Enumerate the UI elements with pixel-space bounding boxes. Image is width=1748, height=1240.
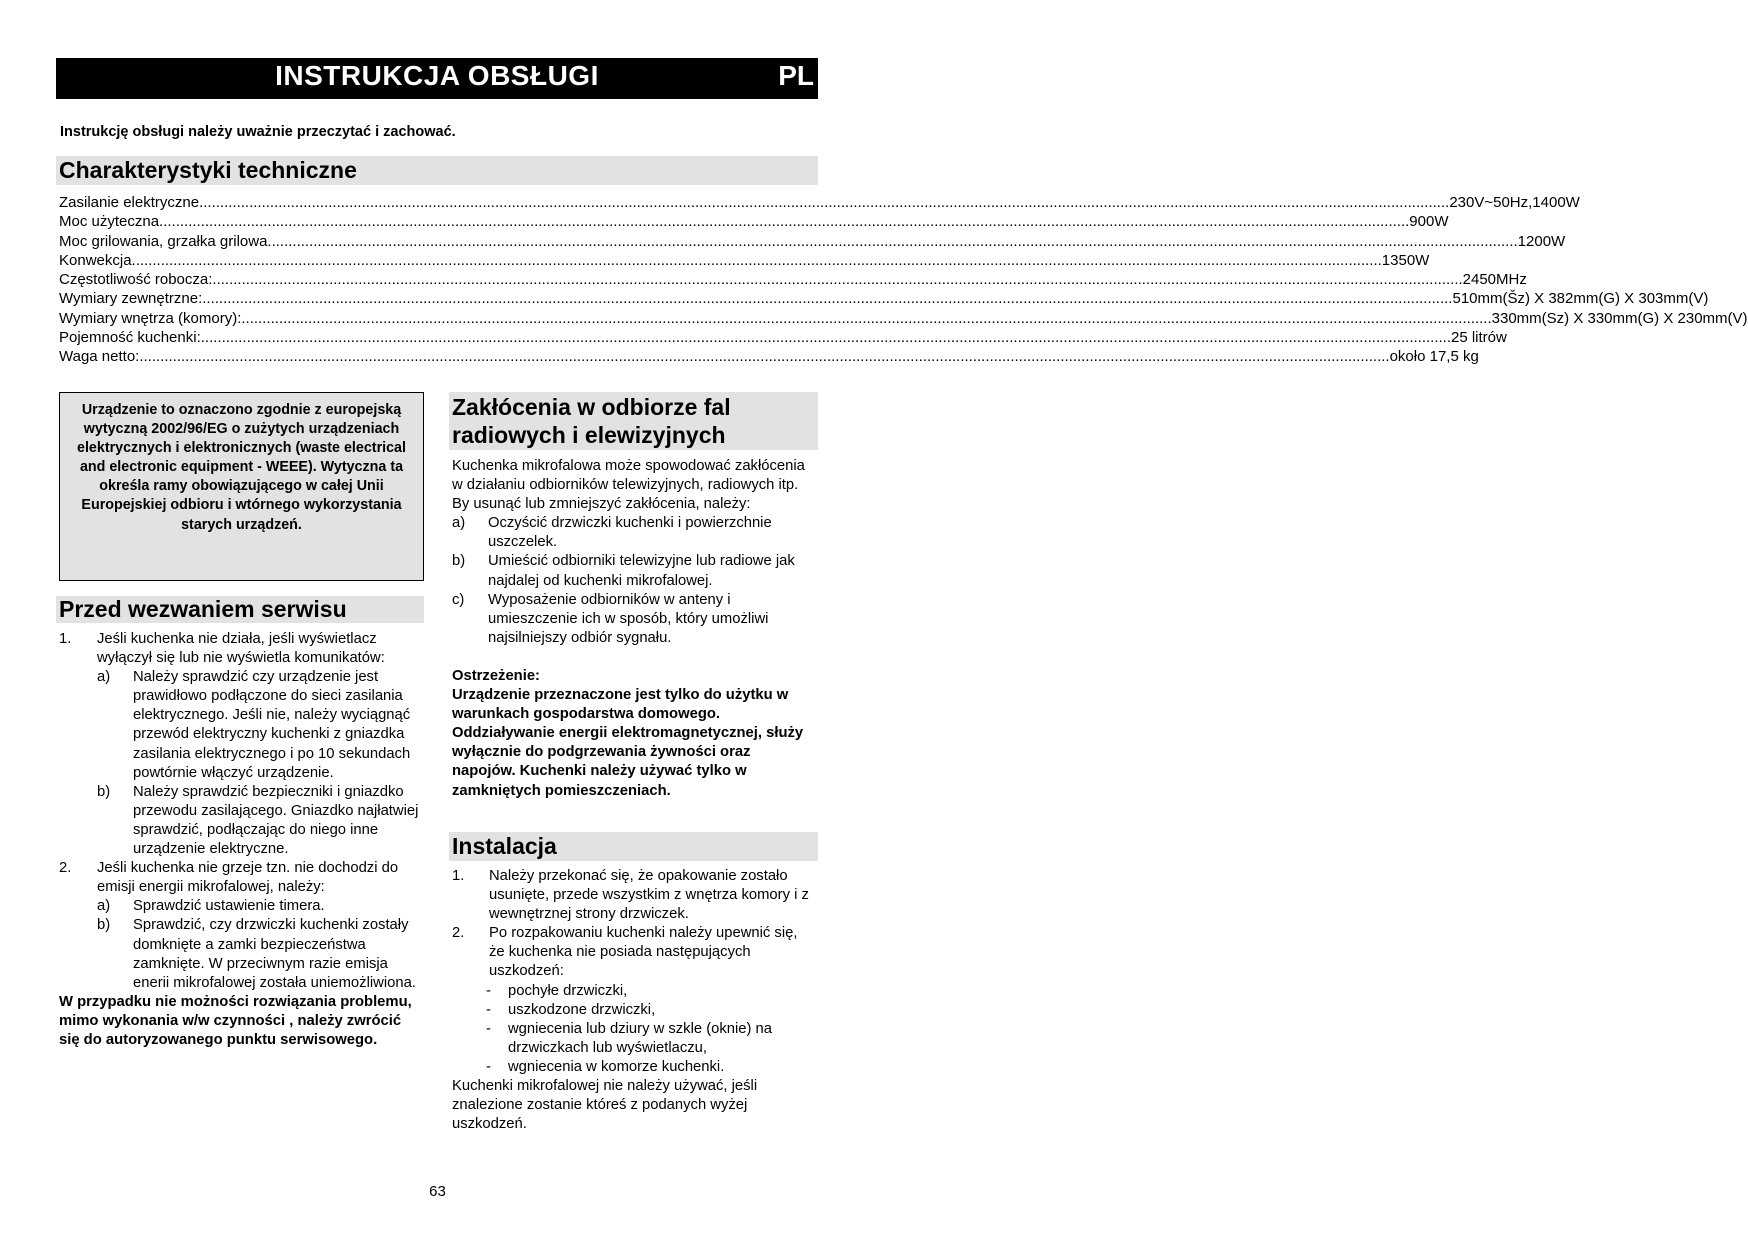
spec-label: Wymiary wnętrza (komory): — [59, 309, 242, 327]
list-item — [452, 552, 814, 590]
spec-row — [59, 212, 1449, 231]
sub-item-mark: b) — [97, 917, 111, 934]
item-mark: c) — [452, 591, 465, 608]
spec-leader: ............................................................................................................................................................................................................................................................................................................ — [199, 194, 1450, 211]
spec-label: Waga netto: — [59, 348, 140, 366]
intro-text: Instrukcję obsługi należy uważnie przeczytać i zachować. — [60, 124, 456, 140]
item-number: 2. — [452, 925, 465, 942]
item-number: 2. — [59, 860, 72, 877]
spec-row — [59, 347, 1479, 366]
damage-item — [486, 1001, 814, 1020]
sub-item-mark: a) — [97, 669, 111, 686]
spec-value: 510mm(Šz) X 382mm(G) X 303mm(V) — [1452, 290, 1709, 308]
damage-item — [486, 1020, 814, 1058]
spec-label: Moc użyteczna — [59, 213, 160, 231]
service-footer: W przypadku nie możności rozwiązania problemu, mimo wykonania w/w czynności , należy zwrócić się do autoryzowanego punktu serwisowego. — [59, 993, 412, 1048]
interference-heading-line2: radiowych i elewizyjnych — [452, 422, 726, 448]
list-item — [452, 867, 814, 924]
interference-section — [452, 457, 814, 801]
item-text: Jeśli kuchenka nie grzeje tzn. nie dochodzi do emisji energii mikrofalowej, należy: — [97, 860, 399, 896]
item-mark: a) — [452, 515, 466, 532]
spec-leader: ............................................................................................................................................................................................................................................................................................................ — [267, 232, 1518, 250]
spec-row — [59, 328, 1507, 347]
spec-value: 25 litrów — [1451, 329, 1507, 347]
sub-item — [97, 783, 424, 859]
item-number: 1. — [59, 631, 72, 647]
damage-mark: - — [486, 1058, 491, 1075]
spec-leader: ............................................................................................................................................................................................................................................................................................................ — [159, 213, 1410, 231]
spec-leader: ............................................................................................................................................................................................................................................................................................................ — [200, 329, 1451, 347]
spec-value: 1350W — [1381, 251, 1430, 269]
spec-leader: ............................................................................................................................................................................................................................................................................................................ — [131, 251, 1382, 269]
damage-text: pochyłe drzwiczki, — [508, 982, 628, 999]
spec-label: Zasilanie elektryczne — [59, 194, 200, 211]
installation-section — [452, 867, 814, 1134]
interference-heading — [449, 392, 818, 450]
language-code: PL — [778, 60, 814, 91]
sub-item-mark: a) — [97, 898, 111, 915]
spec-value: 230V~50Hz,1400W — [1449, 194, 1580, 211]
spec-label: Częstotliwość robocza: — [59, 271, 213, 289]
item-text: Po rozpakowaniu kuchenki należy upewnić się, że kuchenka nie posiada następujących uszkodzeń: — [489, 925, 798, 980]
damage-text: wgniecenia lub dziury w szkle (oknie) na drzwiczkach lub wyświetlaczu, — [508, 1020, 773, 1056]
spec-leader: ............................................................................................................................................................................................................................................................................................................ — [139, 348, 1390, 366]
installation-footer: Kuchenki mikrofalowej nie należy używać, jeśli znalezione zostanie któreś z podanych wyżej uszkodzeń. — [452, 1078, 758, 1133]
sub-item-mark: b) — [97, 783, 111, 800]
damage-mark: - — [486, 1001, 491, 1018]
spec-value: 900W — [1409, 213, 1449, 231]
damage-item — [486, 1058, 814, 1077]
item-text: Należy przekonać się, że opakowanie zostało usunięte, przede wszystkim z wnętrza komory i z wewnętrznej strony drzwiczek. — [489, 868, 809, 923]
spec-value: 330mm(Sz) X 330mm(G) X 230mm(V) — [1491, 309, 1748, 327]
damage-item — [486, 982, 814, 1001]
spec-row — [59, 251, 1430, 270]
list-item — [452, 514, 814, 552]
service-section — [59, 630, 424, 1050]
list-item — [452, 591, 814, 648]
interference-intro: Kuchenka mikrofalowa może spowodować zakłócenia w działaniu odbiorników telewizyjnych, radiowych itp. By usunąć lub zmniejszyć zakłócenia, należy: — [452, 458, 805, 513]
sub-item-text: Należy sprawdzić bezpieczniki i gniazdko przewodu zasilającego. Gniazdko najłatwiej sprawdzić, podłączając do niego inne urządzenie elektryczne. — [133, 783, 419, 858]
spacer — [452, 648, 814, 667]
list-item — [59, 859, 424, 993]
service-heading: Przed wezwaniem serwisu — [56, 596, 424, 623]
installation-heading: Instalacja — [449, 832, 818, 861]
spec-row — [59, 289, 1709, 308]
spec-leader: ............................................................................................................................................................................................................................................................................................................ — [212, 271, 1463, 289]
list-item — [59, 630, 424, 859]
sub-item — [97, 897, 424, 916]
specs-heading: Charakterystyki techniczne — [56, 156, 818, 185]
spec-value: około 17,5 kg — [1389, 348, 1479, 366]
spec-row — [59, 270, 1527, 289]
spec-label: Wymiary zewnętrzne: — [59, 290, 203, 308]
spec-row — [59, 193, 1580, 212]
interference-heading-line1: Zakłócenia w odbiorze fal — [452, 394, 731, 420]
item-number: 1. — [452, 868, 465, 884]
specs-list — [59, 193, 1748, 367]
damage-text: uszkodzone drzwiczki, — [508, 1001, 656, 1018]
sub-item — [97, 916, 424, 992]
spec-label: Konwekcja — [59, 251, 132, 269]
spec-row — [59, 309, 1748, 328]
spec-label: Pojemność kuchenki: — [59, 329, 201, 347]
spec-value: 2450MHz — [1462, 271, 1527, 289]
spec-label: Moc grilowania, grzałka grilowa — [59, 232, 268, 250]
damage-mark: - — [486, 1020, 491, 1037]
sub-item-text: Należy sprawdzić czy urządzenie jest prawidłowo podłączone do sieci zasilania elektrycznego. Jeśli nie, należy wyciągnąć przewód elektryczny kuchenki z gniazdka zasilania elektrycznego i po 10 sekundach powtórnie włączyć urządzenie. — [133, 669, 411, 781]
list-item — [452, 924, 814, 1077]
sub-item-text: Sprawdzić ustawienie timera. — [133, 898, 325, 915]
spec-value: 1200W — [1517, 232, 1566, 250]
weee-notice-box: Urządzenie to oznaczono zgodnie z europejską wytyczną 2002/96/EG o zużytych urządzeniach elektrycznych i elektronicznych (waste electrical and electronic equipment - WEEE). Wytyczna ta określa ramy obowiązującego w całej Unii Europejskiej odbioru i wtórnego wykorzystania starych urządzeń. — [59, 392, 424, 581]
title-bar — [56, 58, 818, 99]
warning-title: Ostrzeżenie: — [452, 667, 540, 684]
item-text: Wyposażenie odbiorników w anteny i umieszczenie ich w sposób, który umożliwi najsilniejszy odbiór sygnału. — [488, 591, 769, 646]
item-text: Umieścić odbiorniki telewizyjne lub radiowe jak najdalej od kuchenki mikrofalowej. — [488, 553, 795, 589]
page-title: INSTRUKCJA OBSŁUGI — [275, 60, 599, 91]
damage-mark: - — [486, 982, 491, 999]
damage-text: wgniecenia w komorze kuchenki. — [508, 1058, 725, 1075]
spec-leader: ............................................................................................................................................................................................................................................................................................................ — [241, 309, 1492, 327]
item-text: Oczyścić drzwiczki kuchenki i powierzchnie uszczelek. — [488, 515, 772, 551]
warning-text: Urządzenie przeznaczone jest tylko do użytku w warunkach gospodarstwa domowego. Oddziaływanie energii elektromagnetycznej, służy wyłącznie do podgrzewania żywności oraz napojów. Kuchenki należy używać tylko w zamkniętych pomieszczeniach. — [452, 687, 804, 799]
item-text: Jeśli kuchenka nie działa, jeśli wyświetlacz wyłączył się lub nie wyświetla komunikatów: — [97, 631, 385, 667]
page-number: 63 — [429, 1183, 446, 1200]
spec-row — [59, 232, 1566, 251]
sub-item-text: Sprawdzić, czy drzwiczki kuchenki zostały domknięte a zamki bezpieczeństwa zamknięte. W przeciwnym razie emisja enerii mikrofalowej została uniemożliwiona. — [133, 917, 416, 991]
item-mark: b) — [452, 553, 466, 570]
sub-item — [97, 668, 424, 783]
spec-leader: ............................................................................................................................................................................................................................................................................................................ — [202, 290, 1453, 308]
